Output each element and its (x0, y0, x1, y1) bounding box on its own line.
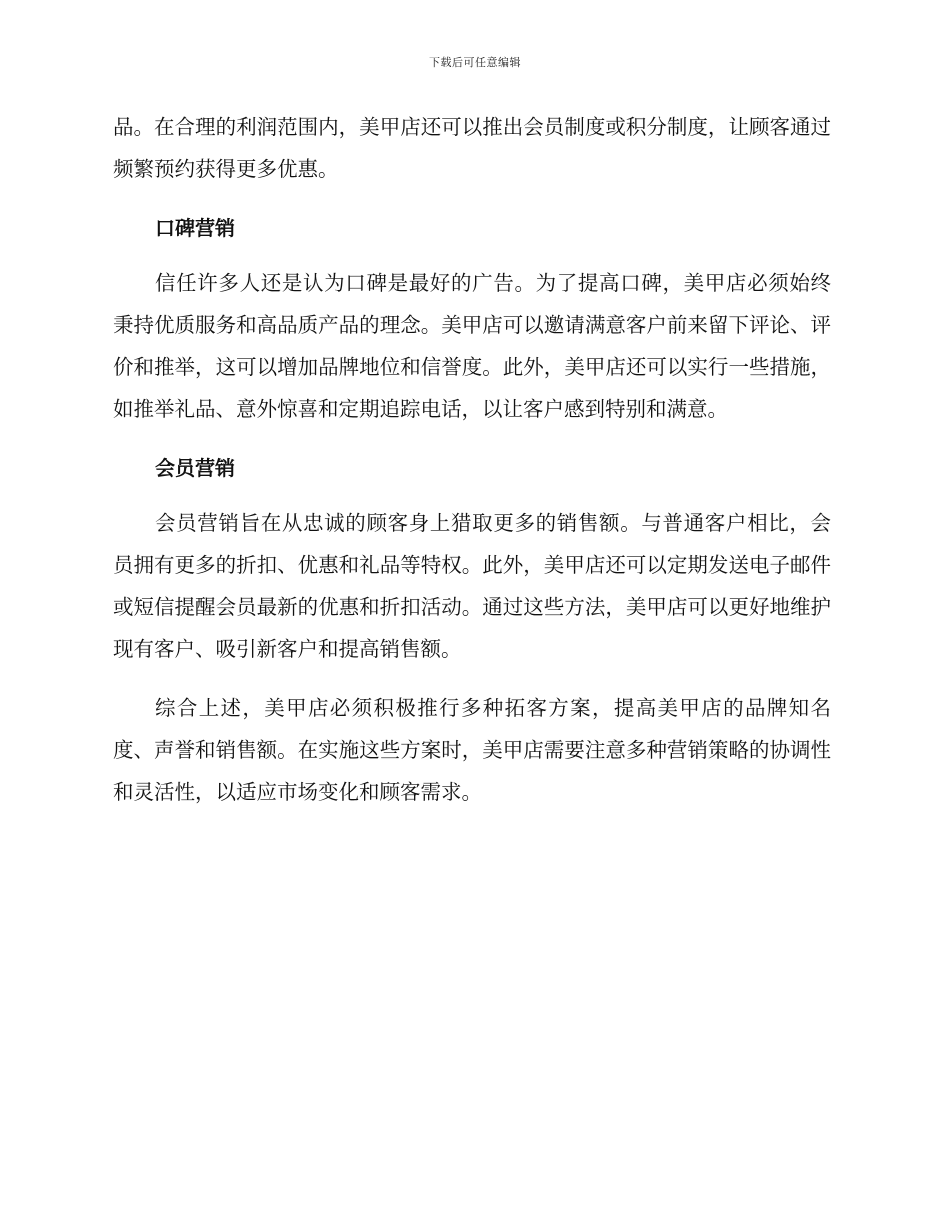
membership-heading: 会员营销 (155, 456, 235, 480)
word-of-mouth-paragraph: 信任许多人还是认为口碑是最好的广告。为了提高口碑，美甲店必须始终秉持优质服务和高品质产品的理念。美甲店可以邀请满意客户前来留下评论、评价和推举，这可以增加品牌地位和信誉度。此外，美甲店还可以实行一些措施，如推举礼品、意外惊喜和定期追踪电话，以让客户感到特别和满意。 (113, 271, 831, 421)
intro-continuation-paragraph: 品。在合理的利润范围内，美甲店还可以推出会员制度或积分制度，让顾客通过频繁预约获得更多优惠。 (113, 115, 831, 181)
page-header: 下载后可任意编辑 (429, 56, 521, 69)
conclusion-paragraph: 综合上述，美甲店必须积极推行多种拓客方案，提高美甲店的品牌知名度、声誉和销售额。在实施这些方案时，美甲店需要注意多种营销策略的协调性和灵活性，以适应市场变化和顾客需求。 (113, 696, 831, 804)
document-body (113, 106, 831, 830)
word-of-mouth-heading: 口碑营销 (155, 216, 235, 240)
membership-paragraph: 会员营销旨在从忠诚的顾客身上猎取更多的销售额。与普通客户相比，会员拥有更多的折扣、优惠和礼品等特权。此外，美甲店还可以定期发送电子邮件或短信提醒会员最新的优惠和折扣活动。通过这些方法，美甲店可以更好地维护现有客户、吸引新客户和提高销售额。 (113, 511, 831, 661)
